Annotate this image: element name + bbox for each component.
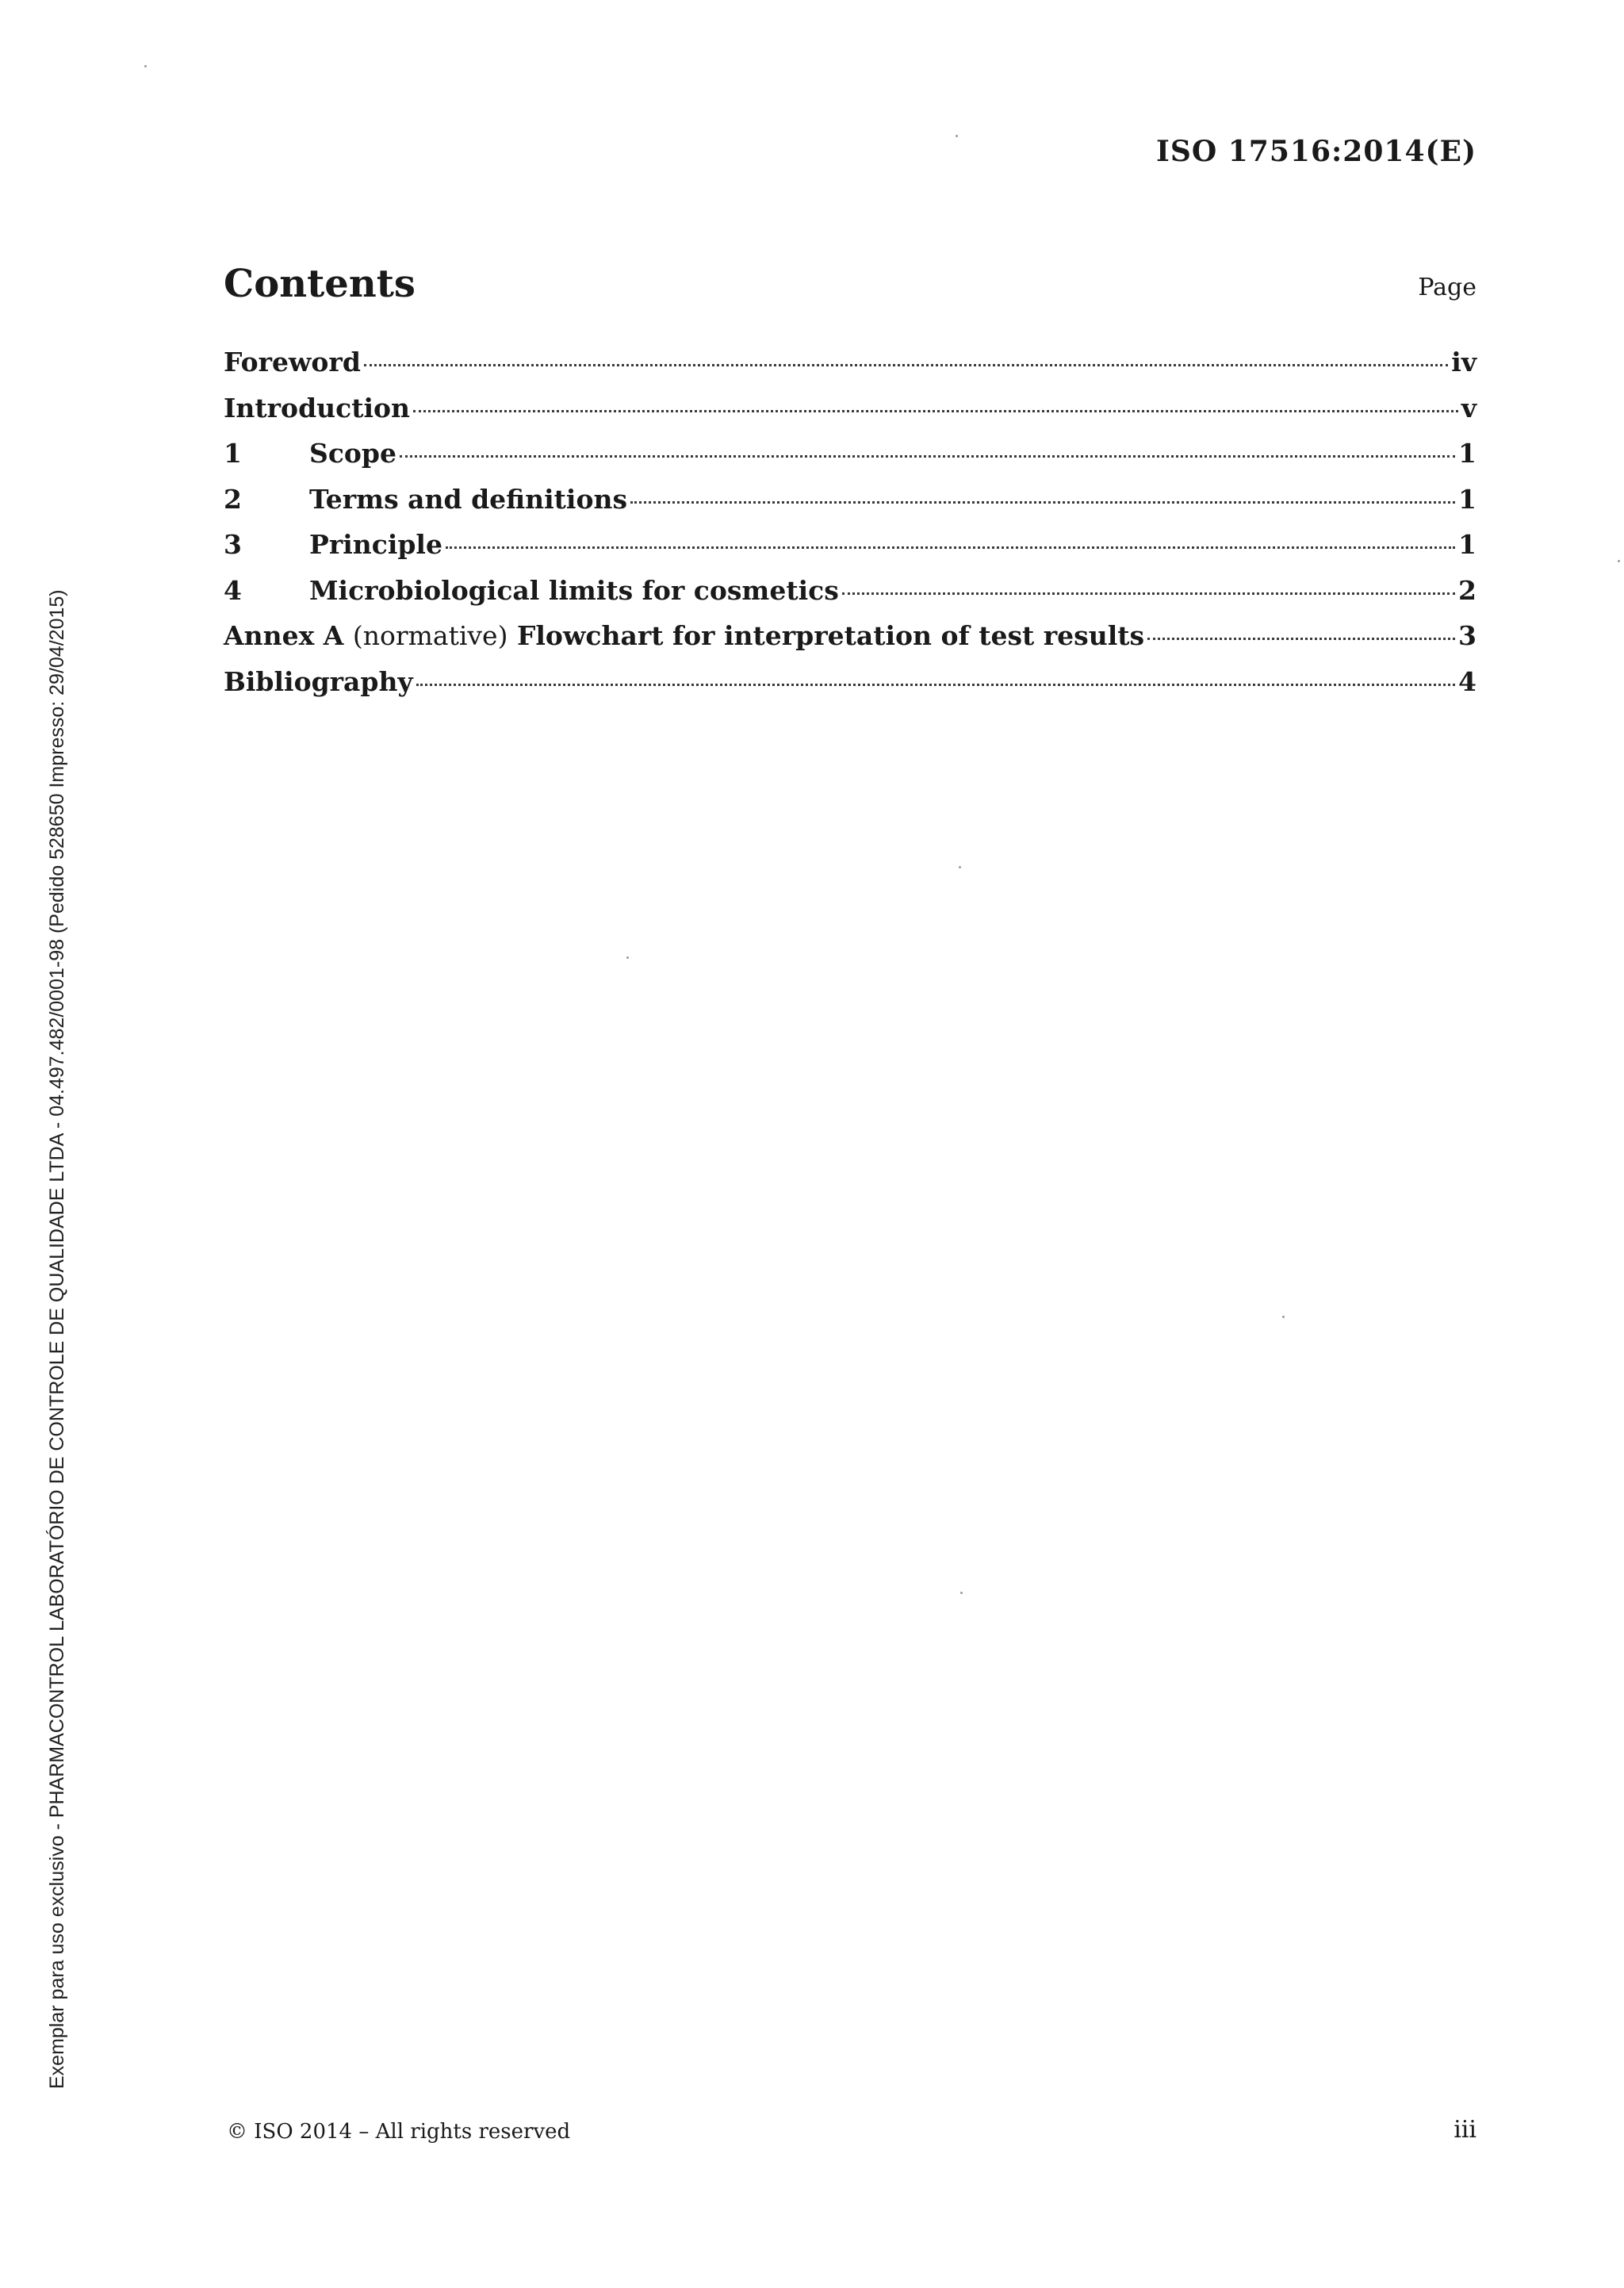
scan-speck	[1618, 560, 1620, 562]
toc-entry-page: 1	[1458, 529, 1477, 560]
toc-entry-introduction[interactable]	[224, 393, 1477, 439]
toc-entry-number: 1	[224, 438, 242, 469]
toc-entry-title: Principle	[309, 529, 442, 560]
annex-type-note: (normative)	[352, 620, 508, 651]
toc-leader	[364, 364, 1448, 366]
scan-speck	[626, 956, 629, 959]
annex-label: Annex A	[224, 620, 344, 651]
scan-speck	[144, 65, 147, 67]
document-id: ISO 17516:2014(E)	[1156, 135, 1477, 168]
toc-entry-page: 1	[1458, 483, 1477, 515]
toc-entry-title: Terms and definitions	[309, 483, 628, 515]
toc-leader	[630, 501, 1455, 504]
toc-entry-principle[interactable]	[224, 529, 1477, 575]
toc-entry-scope[interactable]	[224, 438, 1477, 484]
toc-entry-title: Bibliography	[224, 665, 413, 697]
toc-entry-title: Introduction	[224, 392, 411, 423]
toc-entry-title: Scope	[309, 438, 397, 469]
scan-speck	[959, 866, 961, 868]
toc-leader	[413, 410, 1458, 412]
scan-speck	[1282, 1316, 1285, 1318]
toc-entry-page: 1	[1458, 438, 1477, 469]
page-column-label: Page	[1418, 274, 1477, 301]
toc-entry-annex-a[interactable]	[224, 620, 1477, 666]
toc-entry-title	[224, 620, 1144, 651]
toc-entry-page: 4	[1458, 665, 1477, 697]
toc-entry-title: Microbiological limits for cosmetics	[309, 574, 839, 606]
footer-copyright: © ISO 2014 – All rights reserved	[227, 2120, 571, 2144]
toc-entry-page: v	[1461, 392, 1477, 423]
toc-leader	[416, 684, 1455, 686]
toc-leader	[842, 592, 1455, 595]
toc-leader	[1147, 638, 1455, 640]
toc-entry-number: 4	[224, 574, 242, 606]
page-title: Contents	[224, 262, 416, 306]
toc-entry-bibliography[interactable]	[224, 666, 1477, 712]
toc-entry-page: iv	[1451, 347, 1477, 378]
toc-entry-page: 2	[1458, 574, 1477, 606]
license-watermark: Exemplar para uso exclusivo - PHARMACONTROL LABORATÓRIO DE CONTROLE DE QUALIDADE LTDA - 04.497.482/0001-98 (Pedido 528650 Impresso: 29/04/2015)	[46, 589, 68, 2089]
toc-entry-foreword[interactable]	[224, 347, 1477, 393]
toc-entry-microbiological-limits[interactable]	[224, 575, 1477, 621]
table-of-contents	[224, 347, 1477, 711]
toc-entry-number: 3	[224, 529, 242, 560]
scan-speck	[960, 1592, 963, 1594]
toc-entry-terms-and-definitions[interactable]	[224, 484, 1477, 530]
toc-leader	[446, 546, 1455, 549]
toc-entry-number: 2	[224, 483, 242, 515]
scan-speck	[956, 135, 958, 137]
toc-entry-title: Foreword	[224, 347, 361, 378]
toc-leader	[400, 455, 1455, 458]
footer-page-number: iii	[1454, 2116, 1477, 2144]
annex-title: Flowchart for interpretation of test results	[516, 620, 1145, 651]
toc-entry-page: 3	[1458, 620, 1477, 651]
